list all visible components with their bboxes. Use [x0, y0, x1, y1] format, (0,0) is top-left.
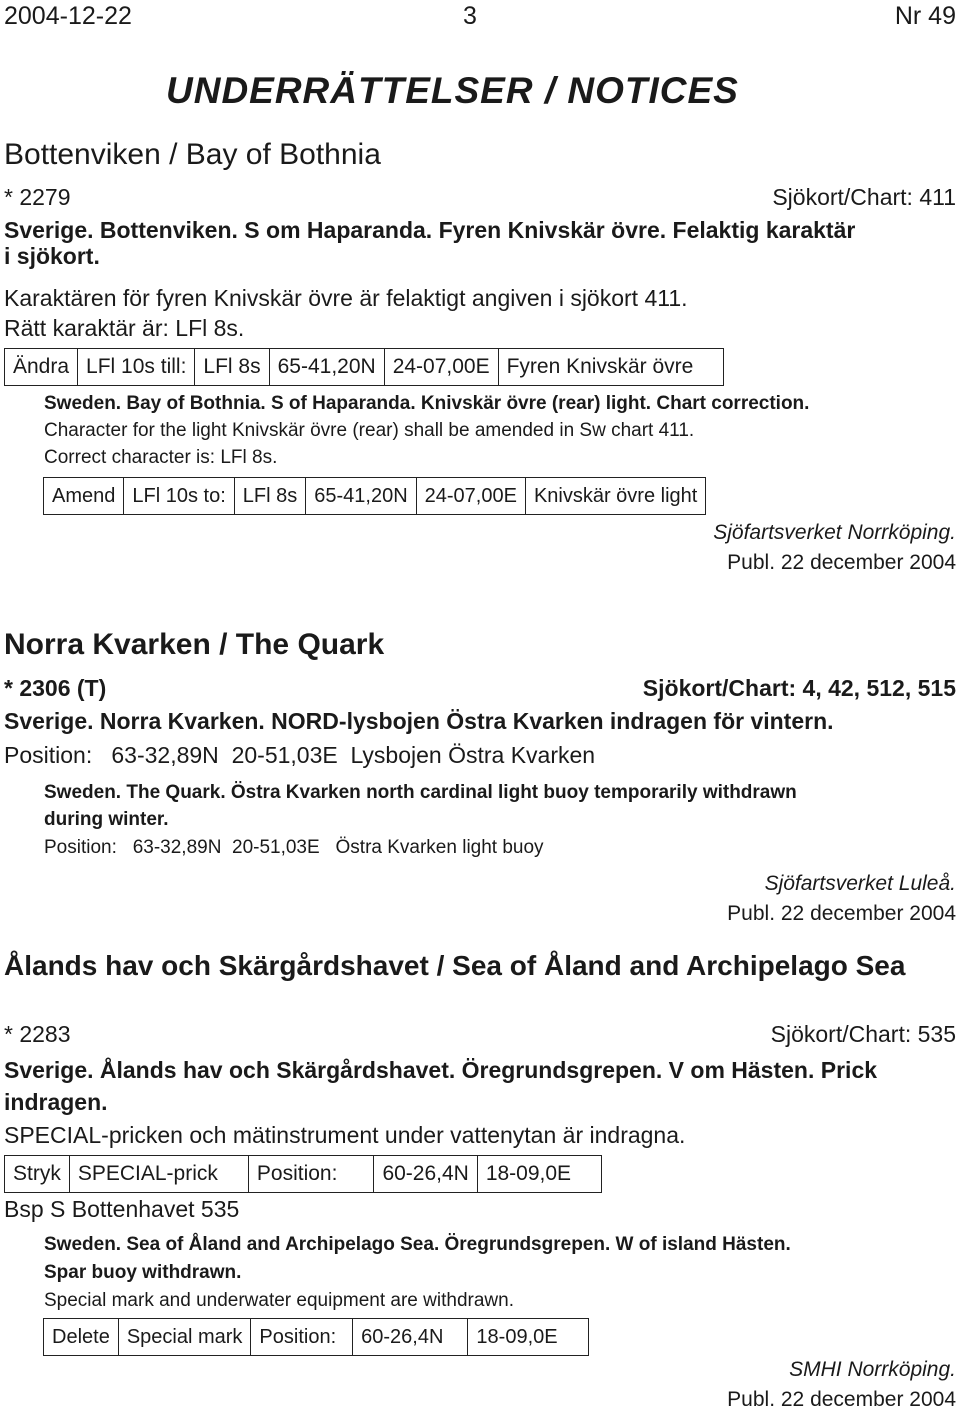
- table-cell: LFl 10s till:: [78, 349, 195, 386]
- table-cell: 65-41,20N: [269, 349, 384, 386]
- table-cell: 65-41,20N: [306, 478, 416, 515]
- notice-number: * 2279: [4, 184, 71, 210]
- issuer-signature: Sjöfartsverket Luleå.: [764, 872, 956, 895]
- table-cell: LFl 8s: [234, 478, 305, 515]
- table-cell: 24-07,00E: [416, 478, 525, 515]
- swedish-text: SPECIAL-pricken och mätinstrument under vattenytan är indragna.: [4, 1122, 686, 1148]
- english-correction-table: [43, 477, 706, 515]
- chart-reference: Sjökort/Chart: 4, 42, 512, 515: [642, 675, 956, 701]
- swedish-heading-cont: i sjökort.: [4, 243, 100, 269]
- swedish-text: Karaktären för fyren Knivskär övre är felaktigt angiven i sjökort 411.: [4, 285, 688, 311]
- page-title: UNDERRÄTTELSER / NOTICES: [166, 70, 739, 111]
- chart-reference-text: Bsp S Bottenhavet 535: [4, 1196, 240, 1222]
- chart-reference: Sjökort/Chart: 411: [772, 184, 956, 210]
- table-cell: Amend: [44, 478, 124, 515]
- english-heading: Sweden. Bay of Bothnia. S of Haparanda. Knivskär övre (rear) light. Chart correction.: [44, 393, 810, 414]
- english-heading: Sweden. Sea of Åland and Archipelago Sea. Öregrundsgrepen. W of island Hästen.: [44, 1234, 791, 1255]
- english-text: Special mark and underwater equipment are withdrawn.: [44, 1290, 514, 1311]
- table-cell: Knivskär övre light: [525, 478, 705, 515]
- notice-number: * 2306 (T): [4, 675, 107, 701]
- table-cell: LFl 8s: [195, 349, 269, 386]
- table-cell: Delete: [44, 1319, 119, 1356]
- publication-date: Publ. 22 december 2004: [727, 551, 956, 574]
- english-position: Position: 63-32,89N 20-51,03E Östra Kvarken light buoy: [44, 837, 544, 858]
- swedish-correction-table: [4, 348, 724, 386]
- english-text: Character for the light Knivskär övre (rear) shall be amended in Sw chart 411.: [44, 420, 695, 441]
- swedish-heading: Sverige. Norra Kvarken. NORD-lysbojen Östra Kvarken indragen för vintern.: [4, 708, 834, 734]
- publication-date: Publ. 22 december 2004: [727, 902, 956, 925]
- swedish-heading-cont: indragen.: [4, 1089, 108, 1115]
- table-cell: 18-09,0E: [468, 1319, 588, 1356]
- issuer-signature: Sjöfartsverket Norrköping.: [713, 521, 956, 544]
- table-cell: Position:: [248, 1156, 374, 1193]
- issuer-signature: SMHI Norrköping.: [789, 1358, 956, 1381]
- table-cell: 60-26,4N: [374, 1156, 477, 1193]
- table-cell: SPECIAL-prick: [69, 1156, 248, 1193]
- chart-reference: Sjökort/Chart: 535: [770, 1021, 956, 1047]
- table-cell: LFl 10s to:: [124, 478, 234, 515]
- swedish-heading: Sverige. Bottenviken. S om Haparanda. Fyren Knivskär övre. Felaktig karaktär: [4, 217, 856, 243]
- table-cell: Special mark: [118, 1319, 251, 1356]
- header-date: 2004-12-22: [4, 2, 132, 30]
- english-heading-cont: Spar buoy withdrawn.: [44, 1262, 242, 1283]
- notice-number: * 2283: [4, 1021, 71, 1047]
- swedish-text-2: Rätt karaktär är: LFl 8s.: [4, 315, 245, 341]
- table-cell: Ändra: [5, 349, 78, 386]
- english-text-2: Correct character is: LFl 8s.: [44, 447, 278, 468]
- table-cell: Fyren Knivskär övre: [498, 349, 724, 386]
- section-title: Bottenviken / Bay of Bothnia: [4, 138, 381, 171]
- table-cell: 60-26,4N: [353, 1319, 468, 1356]
- table-cell: 18-09,0E: [477, 1156, 601, 1193]
- english-correction-table: [43, 1318, 589, 1356]
- section-title: Ålands hav och Skärgårdshavet / Sea of Åland and Archipelago Sea: [4, 950, 906, 981]
- swedish-correction-table: [4, 1155, 602, 1193]
- english-heading-cont: during winter.: [44, 809, 169, 830]
- table-cell: Position:: [251, 1319, 353, 1356]
- english-heading: Sweden. The Quark. Östra Kvarken north cardinal light buoy temporarily withdrawn: [44, 782, 797, 803]
- section-title: Norra Kvarken / The Quark: [4, 628, 385, 661]
- header-issue-number: Nr 49: [894, 2, 956, 30]
- table-cell: 24-07,00E: [384, 349, 498, 386]
- swedish-position: Position: 63-32,89N 20-51,03E Lysbojen Östra Kvarken: [4, 742, 596, 768]
- swedish-heading: Sverige. Ålands hav och Skärgårdshavet. Öregrundsgrepen. V om Hästen. Prick: [4, 1057, 878, 1083]
- table-cell: Stryk: [5, 1156, 70, 1193]
- publication-date: Publ. 22 december 2004: [727, 1388, 956, 1411]
- header-page-number: 3: [463, 2, 477, 30]
